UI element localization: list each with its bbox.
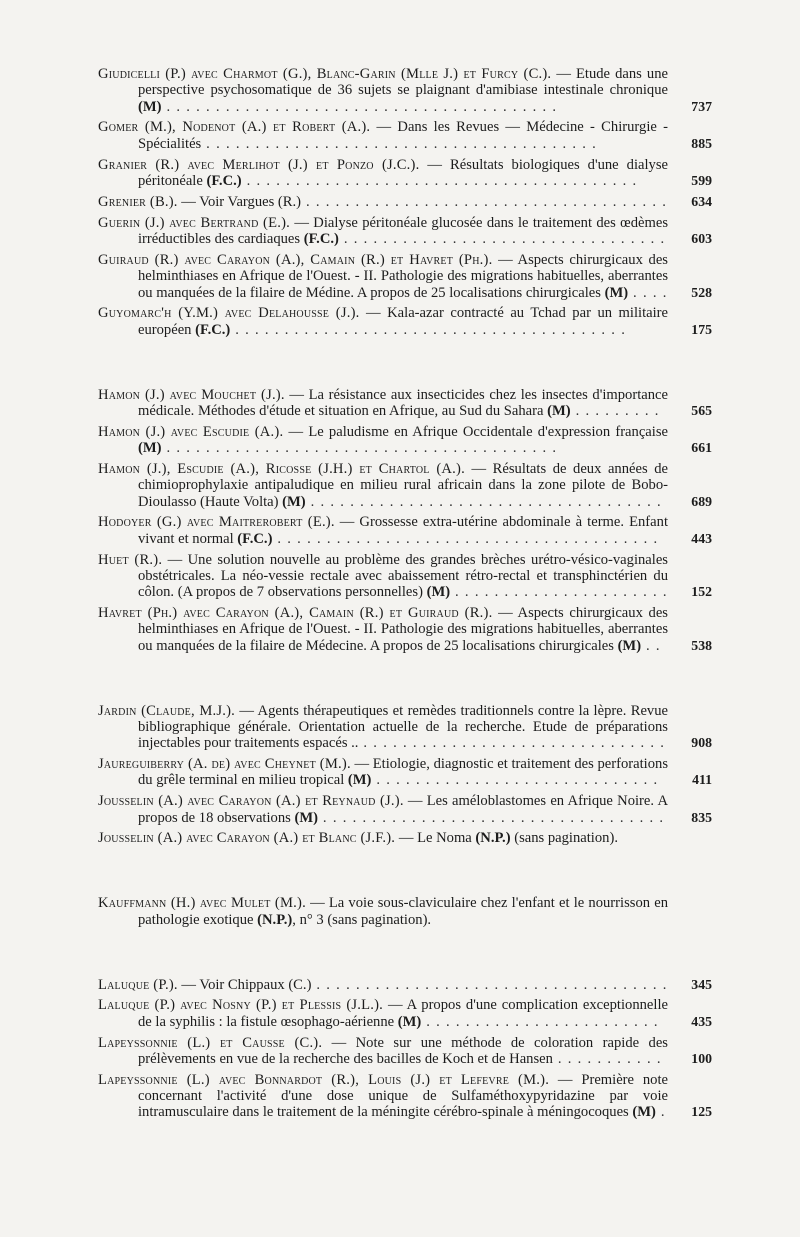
entry-title: — A propos d'une complication exceptionnelle de la syphilis : la fistule œsophago-aérienne [138,997,668,1030]
entry-title: — Note sur une méthode de coloration rapide des prélèvements en vue de la recherche des bacilles de Koch et de Hansen [138,1034,668,1067]
dot-leader: . . [641,637,661,654]
index-entry [98,977,712,993]
entry-title: — Etude dans une perspective psychosomatique de 36 sujets se plaignant d'amibiase intestinale chronique [138,66,668,99]
page-number: 538 [691,637,712,653]
entry-type-ref: (F.C.) [195,321,231,338]
entry-authors: Hamon (J.) avec Escudie (A.). [98,423,284,440]
index-entry [98,895,712,928]
entry-authors: Lapeyssonnie (L.) et Causse (C.). [98,1034,323,1051]
page-number: 885 [691,135,712,151]
index-entry [98,252,712,301]
index-entry [98,387,712,420]
entry-title: — Voir Vargues (R.) [177,193,302,210]
entry-authors: Lapeyssonnie (L.) avec Bonnardot (R.), Louis (J.) et Lefevre (M.). [98,1071,550,1088]
page-number: 175 [691,321,712,337]
dot-leader: . . . . . . . . . . . [552,1050,662,1067]
index-entry [98,703,712,752]
page-number: 411 [692,772,712,788]
entry-title: — Une solution nouvelle au problème des grandes brèches urétro-vésico-vaginales obstétricales. La néo-vessie rectale avec abaissement rétro-rectal et transphinctérien du côlon. (A propos de 7 observations personnelles) [138,551,668,601]
entry-authors: Guerin (J.) avec Bertrand (E.). [98,214,290,231]
entry-title: — Agents thérapeutiques et remèdes traditionnels contre la lèpre. Revue bibliographique générale. Orientation actuelle de la recherche. Etude de préparations injectables pour traitements espacés .. [138,702,668,752]
entry-authors: Jousselin (A.) avec Carayon (A.) et Reynaud (J.). [98,793,404,810]
entry-title: — Le paludisme en Afrique Occidentale d'expression française [283,423,668,440]
entry-authors: Guiraud (R.) avec Carayon (A.), Camain (R.) et Havret (Ph.). [98,251,493,268]
entry-title: — Résultats de deux années de chimioprophylaxie antipaludique en milieu rural africain dans la zone pilote de Bobo-Dioulasso (Haute Volta) [138,460,668,510]
entry-authors: Guyomarc'h (Y.M.) avec Delahousse (J.). [98,305,360,322]
page-number: 528 [691,284,712,300]
entry-type-ref: (F.C.) [237,530,273,547]
entry-authors: Jaureguiberry (A. de) avec Cheynet (M.). [98,756,351,773]
letter-section [98,66,712,338]
entry-authors: Jousselin (A.) avec Carayon (A.) et Blanc (J.F.). [98,830,396,847]
entry-authors: Laluque (P.). [98,976,178,993]
entry-title: — Résultats biologiques d'une dialyse péritonéale [138,156,668,189]
index-entry [98,997,712,1030]
index-entry [98,830,712,846]
page-number: 634 [691,193,712,209]
entry-authors: Granier (R.) avec Merlihot (J.) et Ponzo (J.C.). [98,156,420,173]
index-entry [98,194,712,210]
dot-leader: . . . . [628,284,668,301]
entry-authors: Laluque (P.) avec Nosny (P.) et Plessis (J.L.). [98,997,384,1014]
entry-authors: Kauffmann (H.) avec Mulet (M.). [98,895,306,912]
index-entry [98,514,712,547]
dot-leader: . . . . . . . . . . . . . . . . . . . . . . . . . . . . . . . . . . . . . . . . [161,440,558,457]
page-number: 661 [691,440,712,456]
entry-type-ref: (M) [282,493,306,510]
entry-type-ref: (F.C.) [303,231,339,248]
section-gap [98,343,712,387]
page-number: 689 [691,493,712,509]
letter-section [98,895,712,928]
dot-leader: . . . . . . . . . . . . . . . . . . . . . . . . . . . . . . . . . . . . . . . . [201,135,598,152]
index-entry [98,66,712,115]
entry-title: — Voir Chippaux (C.) [177,976,312,993]
page-number: 737 [691,98,712,114]
entry-authors: Hodoyer (G.) avec Maitrerobert (E.). [98,514,335,531]
dot-leader: . . . . . . . . . . . . . . . . . . . . . . . . . . . . . . . . . . . . [311,976,668,993]
dot-leader: . . . . . . . . . . . . . . . . . . . . . . . . . . . . . . . . . . . . . . . . [230,321,627,338]
entry-title: — Dans les Revues — Médecine - Chirurgie - Spécialités [138,119,668,152]
dot-leader: . . . . . . . . . . . . . . . . . . . . . . . . . . . . . . . . . . . . . . . . [241,172,638,189]
page-number: 565 [691,402,712,418]
index-entry [98,424,712,457]
index-entry [98,305,712,338]
entry-authors: Grenier (B.). [98,193,178,210]
index-entry [98,756,712,789]
index-entry [98,157,712,190]
entry-title: — Etiologie, diagnostic et traitement des perforations du grêle terminal en milieu tropical [138,756,668,789]
index-entry [98,1035,712,1068]
dot-leader: . . . . . . . . . . . . . . . . . . . . . . . . . . . . . [371,772,659,789]
entry-type-ref: (N.P.) [257,911,293,928]
index-entry [98,119,712,152]
author-index [98,66,712,1125]
entry-type-ref: (M) [617,637,642,654]
entry-authors: Hamon (J.) avec Mouchet (J.). [98,386,285,403]
entry-title: — Première note concernant l'activité d'une dose unique de Sulfaméthoxypyridazine par voie intramusculaire dans le traitement de la méningite cérébro-spinale à méningocoques [138,1071,668,1121]
entry-title: — Aspects chirurgicaux des helminthiases en Afrique de l'Ouest. - II. Pathologie des migrations habituelles, aberrantes ou manquées de la filaire de Médecine. A propos de 25 localisations chirurgicales [138,605,668,654]
section-gap [98,851,712,895]
page-number: 125 [691,1104,712,1120]
entry-type-ref: (M) [138,440,162,457]
entry-title: — La voie sous-claviculaire chez l'enfant et le nourrisson en pathologie exotique [138,895,668,928]
entry-type-ref: (M) [547,402,571,419]
index-entry [98,461,712,510]
dot-leader: . . . . . . . . . . . . . . . . . . . . . . . . . . . . . . . . . . . . . . . . [161,98,558,115]
entry-authors: Hamon (J.), Escudie (A.), Ricosse (J.H.) et Chartol (A.). [98,460,465,477]
letter-section [98,977,712,1121]
page-number: 835 [691,809,712,825]
index-entry [98,215,712,248]
dot-leader: . . . . . . . . . [570,402,660,419]
entry-title: — Kala-azar contracté au Tchad par un militaire européen [138,305,668,338]
dot-leader: . . . . . . . . . . . . . . . . . . . . . . . . [421,1013,659,1030]
entry-type-ref: (F.C.) [206,172,242,189]
page-number: 100 [691,1050,712,1066]
entry-type-ref: (M) [138,98,162,115]
dot-leader: . . . . . . . . . . . . . . . . . . . . . . . . . . . . . . . . . . . [317,809,665,826]
entry-type-ref: (M) [397,1013,422,1030]
index-entry [98,793,712,826]
entry-title: — Le Noma [395,830,476,847]
section-gap [98,659,712,703]
dot-leader: . . . . . . . . . . . . . . . . . . . . . . . . . . . . . . . [358,735,666,752]
dot-leader: . [655,1104,666,1121]
dot-leader: . . . . . . . . . . . . . . . . . . . . . . . . . . . . . . . . . . . . . [301,193,668,210]
entry-authors: Huet (R.). [98,551,163,568]
entry-authors: Jardin (Claude, M.J.). [98,702,236,719]
page-number: 443 [691,530,712,546]
entry-type-ref: (M) [347,772,372,789]
section-gap [98,933,712,977]
dot-leader: . . . . . . . . . . . . . . . . . . . . . . . . . . . . . . . . . . . . . . . [272,530,659,547]
entry-note: , n° 3 (sans pagination). [292,911,432,928]
entry-authors: Havret (Ph.) avec Carayon (A.), Camain (R.) et Guiraud (R.). [98,605,493,622]
dot-leader: . . . . . . . . . . . . . . . . . . . . . . . . . . . . . . . . . [338,231,666,248]
entry-title: — La résistance aux insecticides chez les insectes d'importance médicale. Méthodes d'étude et situation en Afrique, au Sud du Sahara [138,386,668,419]
entry-type-ref: (M) [632,1104,656,1121]
entry-title: — Dialyse péritonéale glucosée dans le traitement des œdèmes irréductibles des cardiaques [138,214,668,248]
entry-title: — Les améloblastomes en Afrique Noire. A propos de 18 observations [138,793,668,826]
entry-note: (sans pagination). [510,830,618,847]
page-number: 603 [691,231,712,247]
page-number: 599 [691,172,712,188]
page-number: 908 [691,735,712,751]
dot-leader: . . . . . . . . . . . . . . . . . . . . . . . . . . . . . . . . . . . . [305,493,662,510]
letter-section [98,703,712,847]
entry-type-ref: (N.P.) [475,830,511,847]
letter-section [98,387,712,654]
page-number: 435 [691,1013,712,1029]
dot-leader: . . . . . . . . . . . . . . . . . . . . . . [450,584,668,601]
index-entry [98,552,712,601]
page-number: 345 [691,976,712,992]
entry-type-ref: (M) [604,284,629,301]
entry-authors: Gomer (M.), Nodenot (A.) et Robert (A.). [98,119,371,136]
index-entry [98,1072,712,1121]
entry-title: — Grossesse extra-utérine abdominale à terme. Enfant vivant et normal [138,514,668,547]
entry-type-ref: (M) [294,809,318,826]
entry-title: — Aspects chirurgicaux des helminthiases en Afrique de l'Ouest. - II. Pathologie des migrations habituelles, aberrantes ou manquées de la filaire de Médine. A propos de 25 localisations chirurgicales [138,251,668,301]
index-entry [98,605,712,654]
entry-type-ref: (M) [426,584,451,601]
page-number: 152 [691,584,712,600]
entry-authors: Giudicelli (P.) avec Charmot (G.), Blanc-Garin (Mlle J.) et Furcy (C.). [98,66,552,82]
